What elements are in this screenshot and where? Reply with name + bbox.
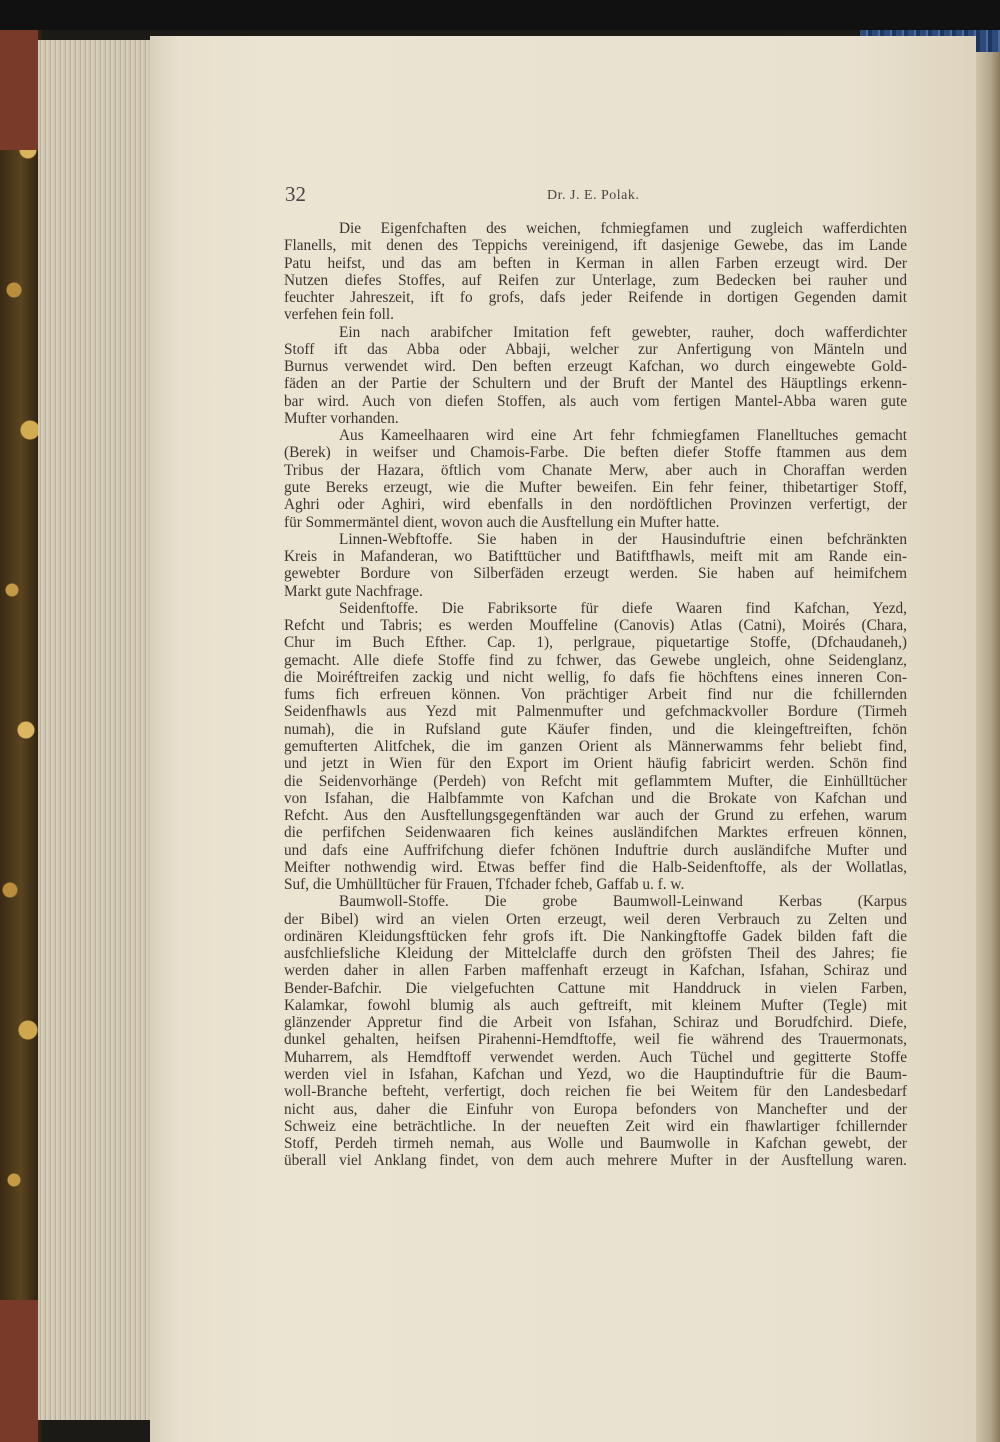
page-number: 32 (285, 182, 306, 206)
text-line: ordinären Kleidungsftücken fehr grofs ift. Die Nankingftoffe Gadek bilden faft die (284, 927, 907, 945)
cover-edge-bottom (0, 1300, 38, 1442)
text-line: werden viel in Isfahan, Kafchan und Yezd, wo die Hauptinduftrie für die Baum- (284, 1066, 907, 1084)
text-line: feuchter Jahreszeit, ift fo grofs, dafs jeder Reifende in dortigen Gegenden damit (284, 289, 907, 307)
text-line: Nutzen diefes Stoffes, auf Reifen zur Unterlage, zum Bedecken bei rauher und (284, 271, 907, 289)
text-line: Seidenfhawls aus Yezd mit Palmenmufter und gefchmackvoller Bordure (Tirmeh (284, 703, 907, 721)
text-line: Schweiz eine beträchtliche. In der neueften Zeit wird ein fhawlartiger fchillernder (284, 1117, 907, 1135)
text-line: gemufterten Alitfchek, die im ganzen Orient als Männerwamms fehr beliebt find, (284, 737, 907, 755)
text-line: die Moiréftreifen zackig und nicht wellig, fo dafs fie höchftens eines inneren Con- (284, 668, 907, 686)
text-line: und jetzt in Wien für den Export im Orient häufig fabricirt werden. Schön find (284, 755, 907, 773)
text-line: Seidenftoffe. Die Fabriksorte für diefe Waaren find Kafchan, Yezd, (339, 599, 907, 617)
text-line: Suf, die Umhülltücher für Frauen, Tfchader fcheb, Gaffab u. f. w. (284, 876, 685, 894)
text-line: verfehen fein foll. (284, 306, 394, 324)
text-line: Ein nach arabifcher Imitation feft gewebter, rauher, doch wafferdichter (339, 323, 907, 341)
cover-edge (0, 30, 38, 150)
text-line: Stoff, Perdeh tirmeh nemah, aus Wolle und Baumwolle in Kafchan gewebt, der (284, 1135, 907, 1153)
text-line: werden daher in allen Farben maffenhaft erzeugt in Kafchan, Isfahan, Schiraz und (284, 962, 907, 980)
text-line: Muharrem, als Hemdftoff verwendet werden. Auch Tüchel und gegitterte Stoffe (284, 1048, 907, 1066)
text-line: nicht aus, daher die Einfuhr von Europa befonders von Manchefter und der (284, 1100, 907, 1118)
text-line: Refcht. Aus den Ausftellungsgegenftänden war auch der Grund zu erfehen, warum (284, 807, 907, 825)
text-line: Stoff ift das Abba oder Abbaji, welcher zur Anfertigung von Mänteln und (284, 340, 907, 358)
text-line: die Seidenvorhänge (Perdeh) von Refcht mit geflammtem Mufter, die Einhülltücher (284, 772, 907, 790)
text-line: gemacht. Alle diefe Stoffe find zu fchwer, das Gewebe ungleich, ohne Seidenglanz, (284, 651, 907, 669)
text-line: Aus Kameelhaaren wird eine Art fehr fchmiegfamen Flanelltuches gemacht (339, 427, 907, 445)
text-line: (Berek) in weifser und Chamois-Farbe. Die beften diefer Stoffe ftammen aus dem (284, 444, 907, 462)
page-edges (38, 40, 152, 1420)
text-line: Refcht und Tabris; es werden Mouffeline (Canovis) Atlas (Catni), Moirés (Chara, (284, 617, 907, 635)
running-head: Dr. J. E. Polak. (547, 188, 640, 203)
facing-page-edge (976, 52, 1000, 1442)
text-line: Baumwoll-Stoffe. Die grobe Baumwoll-Leinwand Kerbas (Karpus (339, 893, 907, 911)
text-line: dunkel gehalten, heifsen Pirahenni-Hemdftoffe, weil fie während des Trauermonats, (284, 1031, 907, 1049)
text-line: Tribus der Hazara, öftlich vom Chanate Merw, aber auch in Choraffan werden (284, 461, 907, 479)
text-line: Bender-Bafchir. Die vielgefuchten Cattune mit Handdruck in vielen Farben, (284, 979, 907, 997)
text-line: Aghri oder Aghiri, wird ebenfalls in den nordöftlichen Provinzen verfertigt, der (284, 496, 907, 514)
text-line: überall viel Anklang findet, von dem auch mehrere Mufter in der Ausftellung waren. (284, 1152, 907, 1170)
text-line: und dafs eine Auffrifchung diefer fchönen Induftrie durch ausländifche Mufter und (284, 841, 907, 859)
text-line: bar wird. Auch von diefen Stoffen, als auch vom fertigen Mantel-Abba waren gute (284, 392, 907, 410)
text-line: Kreis in Mafanderan, wo Batifttücher und Batiftfhawls, meift mit am Rande ein- (284, 548, 907, 566)
text-line: Chur im Buch Efther. Cap. 1), perlgraue, piquetartige Stoffe, (Dfchaudaneh,) (284, 634, 907, 652)
marbled-cover (0, 30, 42, 1442)
text-line: numah), die in Rufsland gute Käufer finden, und die kleingeftreiften, fchön (284, 720, 907, 738)
text-line: für Sommermäntel dient, wovon auch die Ausftellung ein Mufter hatte. (284, 513, 720, 531)
text-line: fums fich erfreuen können. Von prächtiger Arbeit find nur die fchillernden (284, 686, 907, 704)
text-line: ausfchliefsliche Kleidung der Mittelclaffe durch den gröfsten Theil des Jahres; fie (284, 945, 907, 963)
text-line: Flanells, mit denen des Teppichs vereinigend, ift dasjenige Gewebe, das im Lande (284, 237, 907, 255)
text-line: fäden an der Partie der Schultern und der Bruft der Mantel des Häuptlings erkenn- (284, 375, 907, 393)
text-line: von Isfahan, die Halbfammte von Kafchan und die Brokate von Kafchan und (284, 789, 907, 807)
text-line: woll-Branche befteht, verfertigt, doch reichen fie bei Weitem für den Landesbedarf (284, 1083, 907, 1101)
text-line: gewebter Bordure von Silberfäden erzeugt werden. Sie haben auf heimifchem (284, 565, 907, 583)
page-header (285, 182, 906, 210)
text-line: gute Bereks erzeugt, wie die Mufter beweifen. Ein fehr feiner, thibetartiger Stoff, (284, 478, 907, 496)
text-line: die perfifchen Seidenwaaren fich keines ausländifchen Marktes erfreuen können, (284, 824, 907, 842)
text-line: der Bibel) wird an vielen Orten erzeugt, weil deren Verbrauch zu Zelten und (284, 910, 907, 928)
text-line: Die Eigenfchaften des weichen, fchmiegfamen und zugleich wafferdichten (339, 220, 907, 237)
text-line: Markt gute Nachfrage. (284, 582, 423, 600)
text-line: Patu heifst, und das am beften in Kerman in allen Farben erzeugt wird. Der (284, 254, 907, 272)
scan-background-top (0, 0, 1000, 30)
text-line: Kalamkar, fowohl blumig als auch geftreift, mit kleinem Mufter (Tegle) mit (284, 996, 907, 1014)
text-line: Mufter vorhanden. (284, 409, 399, 427)
body-text (284, 220, 907, 1170)
text-line: glänzender Appretur find die Arbeit von Isfahan, Schiraz und Borudfchird. Diefe, (284, 1014, 907, 1032)
text-line: Burnus verwendet wird. Den beften erzeugt Kafchan, wo durch eingewebte Gold- (284, 358, 907, 376)
text-line: Meifter nothwendig wird. Etwas beffer find die Halb-Seidenftoffe, als der Wollatlas, (284, 858, 907, 876)
text-line: Linnen-Webftoffe. Sie haben in der Hausinduftrie einen befchränkten (339, 530, 907, 548)
